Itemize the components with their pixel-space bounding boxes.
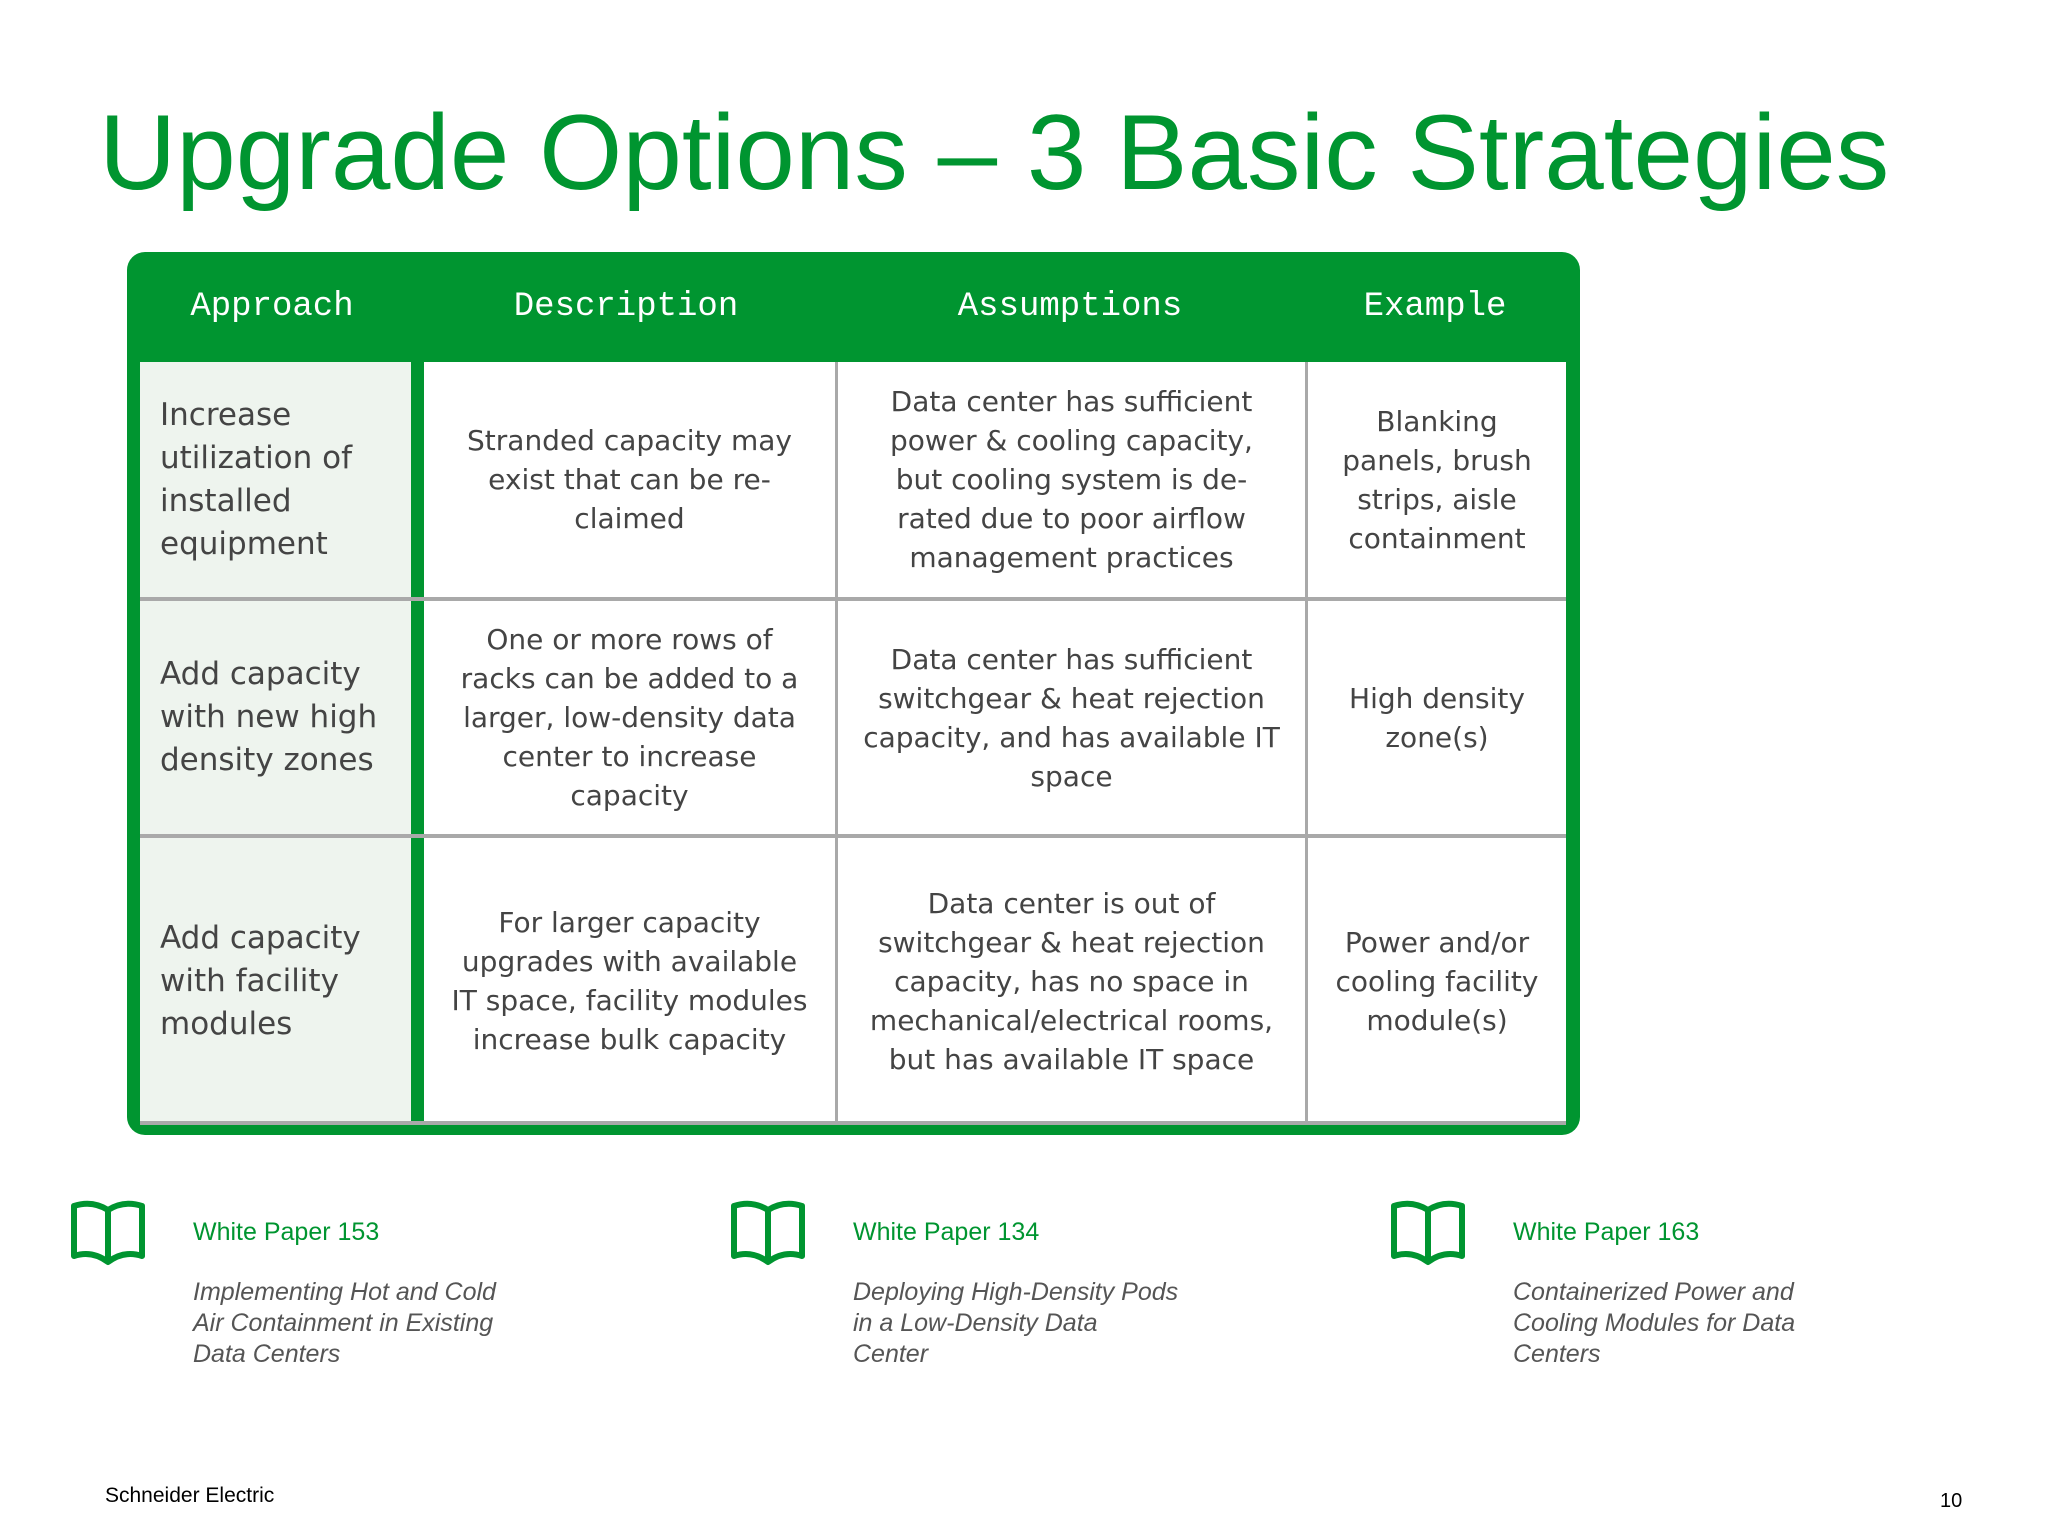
row2-description [424,601,835,834]
row2-example-text: High density zone(s) [1349,681,1525,754]
white-paper-title: Containerized Power and Cooling Modules for Data Centers [1513,1278,1796,1368]
row1-example [1308,362,1566,597]
row1-assumptions-text: Data center has sufficient power & cooling capacity, but cooling system is de- rated due to poor airflow management practices [890,385,1253,574]
slide-title: Upgrade Options – 3 Basic Strategies [99,92,1890,212]
row1-approach-text: Increase utilization of installed equipment [160,396,353,562]
row2-example [1308,601,1566,834]
book-icon [1388,1198,1468,1268]
row3-example [1308,838,1566,1124]
white-paper-label[interactable]: White Paper 163 [1513,1218,1700,1246]
row3-example-text: Power and/or cooling facility module(s) [1335,925,1539,1037]
book-icon [68,1198,148,1268]
book-icon [728,1198,808,1268]
column-divider [1305,362,1308,1124]
row1-description [424,362,835,597]
header-assumptions: Assumptions [957,288,1183,326]
header-description: Description [513,288,739,326]
row2-assumptions [838,601,1305,834]
row2-description-text: One or more rows of racks can be added to a larger, low-density data center to increase capacity [460,623,799,812]
row-divider [140,1121,1566,1125]
row3-assumptions [838,838,1305,1124]
footer-company: Schneider Electric [105,1484,275,1507]
white-paper-title: Implementing Hot and Cold Air Containment in Existing Data Centers [193,1278,496,1368]
strategies-table [127,252,1580,1135]
row3-approach-text: Add capacity with facility modules [160,919,361,1042]
row-divider [140,597,1566,601]
row3-assumptions-text: Data center is out of switchgear & heat rejection capacity, has no space in mechanical/electrical rooms, but has available IT space [869,886,1274,1076]
row-divider [140,834,1566,838]
white-paper-label[interactable]: White Paper 134 [853,1218,1040,1246]
row2-approach-text: Add capacity with new high density zones [160,656,378,778]
column-divider [835,362,838,1124]
row3-description-text: For larger capacity upgrades with available IT space, facility modules increase bulk capacity [451,906,808,1056]
header-example: Example [1363,288,1507,326]
header-approach: Approach [190,288,354,326]
white-paper-label[interactable]: White Paper 153 [193,1218,380,1246]
row1-example-text: Blanking panels, brush strips, aisle containment [1342,404,1532,555]
page-number: 10 [1940,1490,1963,1512]
row1-description-text: Stranded capacity may exist that can be re- claimed [467,424,792,535]
row3-description [424,838,835,1124]
row1-assumptions [838,362,1305,597]
approach-divider [411,362,424,1124]
row2-assumptions-text: Data center has sufficient switchgear & heat rejection capacity, and has available IT space [863,642,1280,793]
white-paper-title: Deploying High-Density Pods in a Low-Density Data Center [853,1278,1179,1368]
